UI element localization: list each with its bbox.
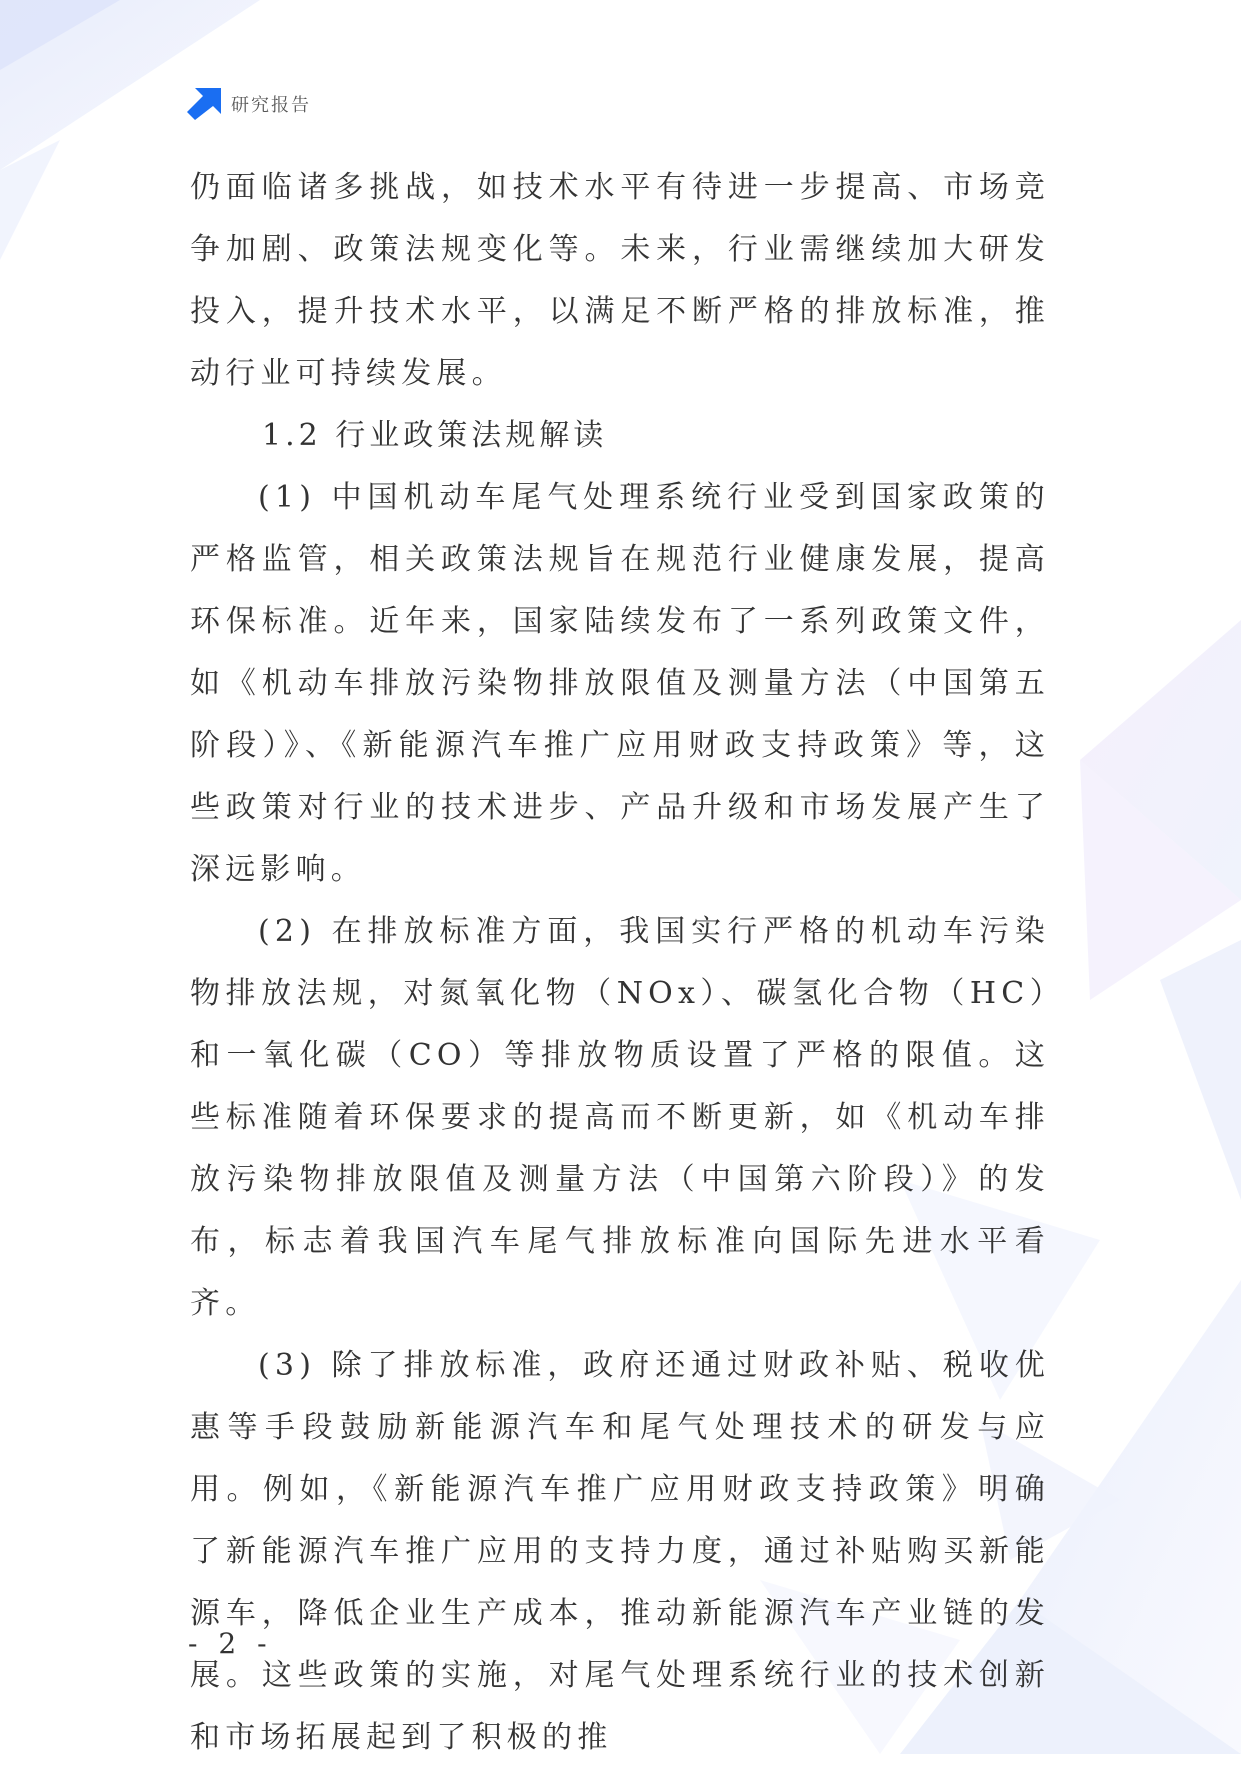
report-header [187, 88, 311, 120]
document-body [190, 157, 1050, 1769]
paragraph-2: (2) 在排放标准方面，我国实行严格的机动车污染物排放法规，对氮氧化物（NOx）、碳氢化合物（HC）和一氧化碳（CO）等排放物质设置了严格的限值。这些标准随着环保要求的提高而不断更新，如《机动车排放污染物排放限值及测量方法（中国第六阶段）》的发布，标志着我国汽车尾气排放标准向国际先进水平看齐。 [190, 914, 1050, 1321]
paragraph-1: (1) 中国机动车尾气处理系统行业受到国家政策的严格监管，相关政策法规旨在规范行业健康发展，提高环保标准。近年来，国家陆续发布了一系列政策文件，如《机动车排放污染物排放限值及测量方法（中国第五阶段）》、《新能源汽车推广应用财政支持政策》等，这些政策对行业的技术进步、产品升级和市场发展产生了深远影响。 [190, 480, 1050, 887]
paragraph-intro-continuation: 仍面临诸多挑战，如技术水平有待进一步提高、市场竞争加剧、政策法规变化等。未来，行业需继续加大研发投入，提升技术水平，以满足不断严格的排放标准，推动行业可持续发展。 [190, 170, 1050, 391]
arrow-up-right-icon [187, 88, 221, 120]
section-heading-1-2: 1.2 行业政策法规解读 [262, 418, 608, 453]
page-number: - 2 - [188, 1627, 273, 1660]
header-title: 研究报告 [231, 95, 311, 116]
paragraph-3: (3) 除了排放标准，政府还通过财政补贴、税收优惠等手段鼓励新能源汽车和尾气处理技术的研发与应用。例如，《新能源汽车推广应用财政支持政策》明确了新能源汽车推广应用的支持力度，通过补贴购买新能源车，降低企业生产成本，推动新能源汽车产业链的发展。这些政策的实施，对尾气处理系统行业的技术创新和市场拓展起到了积极的推 [190, 1348, 1050, 1755]
